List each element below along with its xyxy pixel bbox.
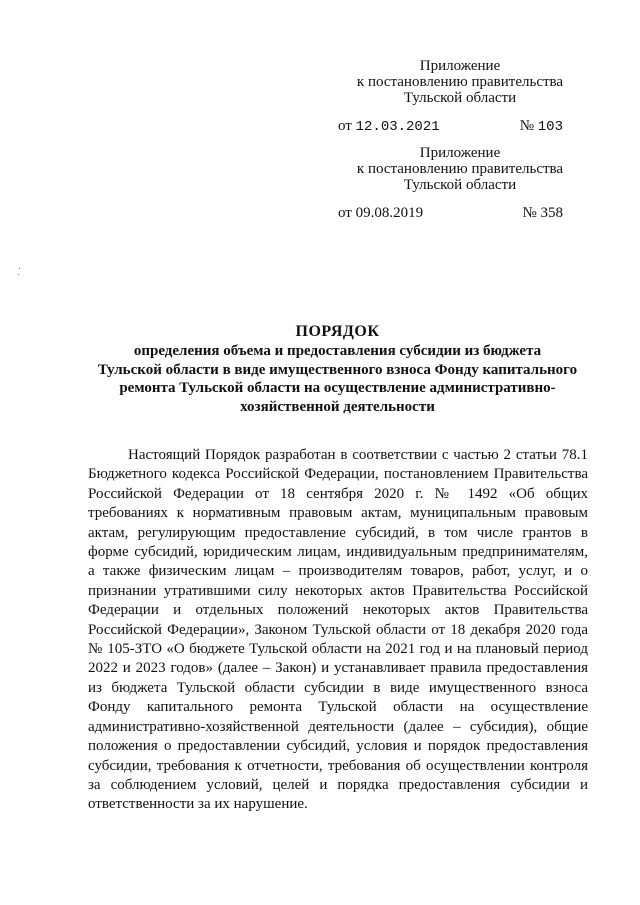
document-title: ПОРЯДОК xyxy=(295,323,380,340)
resolution-number-current xyxy=(520,117,563,136)
body-line: № 105-ЗТО «О бюджете Тульской области на 2021 год и на плановый период xyxy=(88,641,588,658)
resolution-date: 12.03.2021 xyxy=(355,119,440,135)
previous-date: от 09.08.2019 xyxy=(338,205,424,221)
resolution-date-previous xyxy=(338,204,563,222)
body-line: из бюджета Тульской области субсидии в виде имущественного взноса xyxy=(88,679,588,696)
subtitle-line: ремонта Тульской области на осуществление административно- xyxy=(119,380,556,396)
resolution-number: 103 xyxy=(537,119,563,135)
appendix-header-previous xyxy=(330,145,590,193)
body-line: требованиях к нормативным правовым актам, муниципальным правовым xyxy=(88,505,588,522)
appendix-label: Приложение xyxy=(419,58,501,74)
subtitle-line: Тульской области в виде имущественного взноса Фонду капитального xyxy=(97,361,578,378)
body-line: Федерации и отдельных положений некоторых актов Правительства xyxy=(88,602,588,619)
body-line: Российской Федерации от 18 сентября 2020 г. № 1492 «Об общих xyxy=(88,485,588,502)
body-line: Российской Федерации», Законом Тульской области от 18 декабря 2020 года xyxy=(88,621,588,638)
resolution-date-current xyxy=(338,117,563,136)
appendix-region: Тульской области xyxy=(403,177,517,193)
document-heading xyxy=(90,322,585,416)
body-line: форме субсидий, юридическим лицам, индивидуальным предпринимателям, xyxy=(88,544,588,561)
body-line: Фонду капитального ремонта Тульской области на осуществление xyxy=(88,699,588,716)
body-line: субсидии, требования к отчетности, требования об осуществлении контроля xyxy=(88,757,588,774)
document-subtitle xyxy=(90,342,585,416)
body-paragraph xyxy=(88,446,588,815)
body-line: Бюджетного кодекса Российской Федерации, постановлением Правительства xyxy=(88,466,588,483)
previous-number: № 358 xyxy=(522,205,563,221)
body-line: положения о предоставлении субсидий, условия и порядок предоставления xyxy=(88,738,588,755)
scan-specks xyxy=(18,268,22,278)
body-line: административно-хозяйственной деятельности (далее – субсидия), общие xyxy=(88,718,588,735)
appendix-resolution-ref: к постановлению правительства xyxy=(356,161,564,177)
date-prefix: от xyxy=(338,118,352,134)
appendix-resolution-ref: к постановлению правительства xyxy=(356,74,564,90)
number-prefix: № xyxy=(519,118,535,134)
body-line: Настоящий Порядок разработан в соответствии с частью 2 статьи 78.1 xyxy=(128,447,588,463)
body-line: ответственности за их нарушение. xyxy=(88,796,308,813)
appendix-label: Приложение xyxy=(419,145,501,161)
body-line: за соблюдением условий, целей и порядка предоставления субсидии и xyxy=(88,776,588,793)
body-line: а также физическим лицам – производителям товаров, работ, услуг, и о xyxy=(88,563,588,580)
body-line: признании утратившими силу некоторых актов Правительства Российской xyxy=(88,582,588,599)
appendix-region: Тульской области xyxy=(403,90,517,106)
body-line: актам, регулирующим предоставление субсидий, в том числе грантов в xyxy=(88,524,588,541)
subtitle-line: хозяйственной деятельности xyxy=(240,398,435,415)
appendix-header-current xyxy=(330,58,590,106)
subtitle-line: определения объема и предоставления субсидии из бюджета xyxy=(133,343,542,359)
body-line: 2022 и 2023 годов» (далее – Закон) и устанавливает правила предоставления xyxy=(88,660,588,677)
